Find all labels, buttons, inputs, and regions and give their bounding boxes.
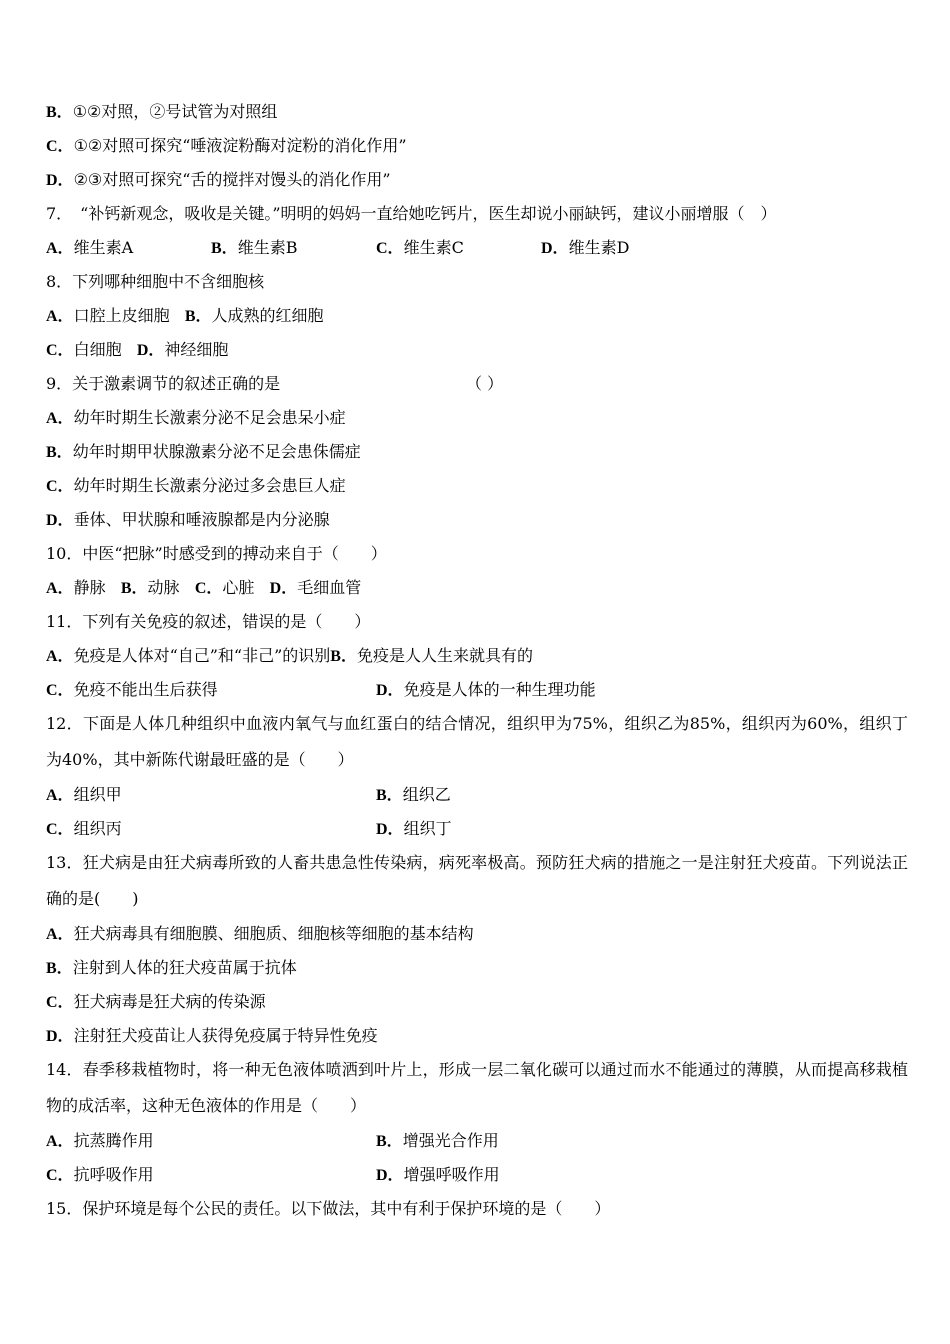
q11-options-ab — [46, 646, 533, 667]
q11-option-b: B．免疫是人人生来就具有的 — [330, 646, 533, 665]
q9-option-d: D．垂体、甲状腺和唾液腺都是内分泌腺 — [46, 510, 330, 529]
q8-option-d: D．神经细胞 — [136, 340, 229, 359]
q9-option-c: C．幼年时期生长激素分泌过多会患巨人症 — [46, 476, 346, 495]
q8-options-cd — [46, 340, 228, 361]
q14-stem: 14．春季移栽植物时，将一种无色液体喷洒到叶片上，形成一层二氧化碳可以通过而水不能通过的薄膜，从而提高移栽植物的成活率，这种无色液体的作用是（ ） — [46, 1060, 908, 1115]
q13-option-b: B．注射到人体的狂犬疫苗属于抗体 — [46, 958, 297, 977]
q7-stem: 7． “补钙新观念，吸收是关键。”明明的妈妈一直给她吃钙片，医生却说小丽缺钙，建议小丽增服（ ） — [46, 204, 777, 223]
q13-option-c: C．狂犬病毒是狂犬病的传染源 — [46, 992, 266, 1011]
q12-stem: 12．下面是人体几种组织中血液内氧气与血红蛋白的结合情况，组织甲为75%，组织乙为85%，组织丙为60%，组织丁为40%，其中新陈代谢最旺盛的是（ ） — [46, 714, 908, 769]
q11-option-d: D．免疫是人体的一种生理功能 — [376, 680, 596, 699]
q7-option-c: C．维生素C — [376, 238, 464, 257]
q14-option-c: C．抗呼吸作用 — [46, 1165, 154, 1184]
q15-stem: 15．保护环境是每个公民的责任。以下做法，其中有利于保护环境的是（ ） — [46, 1199, 611, 1218]
q11-stem: 11．下列有关免疫的叙述，错误的是（ ） — [46, 612, 371, 631]
q12-option-a: A．组织甲 — [46, 785, 122, 804]
q10-options — [46, 578, 361, 599]
q12-option-c: C．组织丙 — [46, 819, 122, 838]
q8-option-b: B．人成熟的红细胞 — [184, 306, 324, 325]
q10-option-a: A．静脉 — [46, 578, 106, 597]
q10-option-b: B．动脉 — [120, 578, 180, 597]
q8-options-ab — [46, 306, 324, 327]
q13-stem: 13．狂犬病是由狂犬病毒所致的人畜共患急性传染病，病死率极高。预防狂犬病的措施之一是注射狂犬疫苗。下列说法正确的是( ) — [46, 853, 908, 908]
q9-stem-line — [46, 374, 908, 394]
q10-option-d: D．毛细血管 — [269, 578, 362, 597]
q12-option-d: D．组织丁 — [376, 819, 452, 838]
q8-stem: 8．下列哪种细胞中不含细胞核 — [46, 272, 265, 291]
q13-option-d: D．注射狂犬疫苗让人获得免疫属于特异性免疫 — [46, 1026, 378, 1045]
q9-option-a: A．幼年时期生长激素分泌不足会患呆小症 — [46, 408, 346, 427]
q13-option-a: A．狂犬病毒具有细胞膜、细胞质、细胞核等细胞的基本结构 — [46, 924, 474, 943]
q6-option-b: B．①②对照，②号试管为对照组 — [46, 102, 278, 121]
q11-option-a: A．免疫是人体对“自己”和“非己”的识别 — [46, 646, 331, 665]
q8-option-a: A．口腔上皮细胞 — [46, 306, 170, 325]
q10-option-c: C．心脏 — [194, 578, 255, 597]
q7-option-b: B．维生素B — [211, 238, 298, 257]
q9-answer-blank: （ ） — [466, 374, 504, 393]
q9-stem: 9．关于激素调节的叙述正确的是 — [46, 374, 281, 393]
q7-option-a: A．维生素A — [46, 238, 134, 257]
q12-option-b: B．组织乙 — [376, 785, 451, 804]
q14-option-d: D．增强呼吸作用 — [376, 1165, 500, 1184]
q8-option-c: C．白细胞 — [46, 340, 122, 359]
q7-option-d: D．维生素D — [541, 238, 630, 257]
q10-stem: 10．中医“把脉”时感受到的搏动来自于（ ） — [46, 544, 387, 563]
q14-option-b: B．增强光合作用 — [376, 1131, 499, 1150]
q9-option-b: B．幼年时期甲状腺激素分泌不足会患侏儒症 — [46, 442, 361, 461]
q6-option-c: C．①②对照可探究“唾液淀粉酶对淀粉的消化作用” — [46, 136, 407, 155]
q14-option-a: A．抗蒸腾作用 — [46, 1131, 154, 1150]
q11-option-c: C．免疫不能出生后获得 — [46, 680, 218, 699]
q6-option-d: D．②③对照可探究“舌的搅拌对馒头的消化作用” — [46, 170, 391, 189]
